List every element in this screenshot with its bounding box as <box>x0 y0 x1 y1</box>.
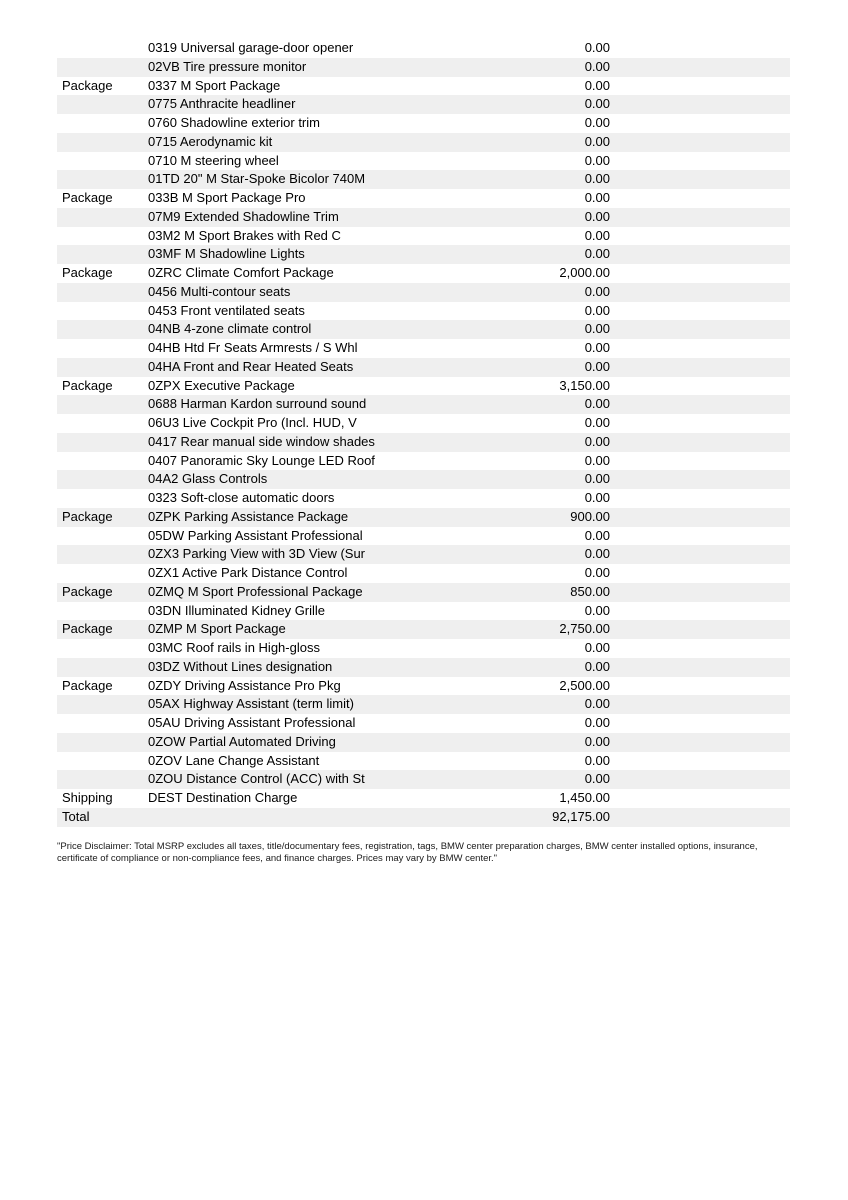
table-row <box>57 114 790 133</box>
item-cell: 0ZOU Distance Control (ACC) with St <box>148 771 365 787</box>
category-cell: Shipping <box>62 790 113 805</box>
item-cell: 05AU Driving Assistant Professional <box>148 715 356 730</box>
price-cell: 900.00 <box>570 508 610 524</box>
price-cell: 1,450.00 <box>559 790 610 805</box>
item-cell: 02VB Tire pressure monitor <box>148 58 307 74</box>
table-row <box>57 245 790 264</box>
price-cell: 0.00 <box>584 733 610 749</box>
price-cell: 0.00 <box>584 433 610 449</box>
price-cell: 0.00 <box>584 546 610 562</box>
item-cell: 0710 M steering wheel <box>148 152 279 168</box>
category-cell: Package <box>62 583 113 599</box>
table-row <box>57 527 790 546</box>
item-cell: 0ZMQ M Sport Professional Package <box>148 583 363 599</box>
table-row <box>57 433 790 452</box>
item-cell: 0688 Harman Kardon surround sound <box>148 396 367 412</box>
table-row <box>57 358 790 377</box>
item-cell: 0775 Anthracite headliner <box>148 96 296 112</box>
table-row <box>57 414 790 433</box>
item-cell: 03DN Illuminated Kidney Grille <box>148 602 326 618</box>
item-cell: 03MF M Shadowline Lights <box>148 246 305 262</box>
table-row <box>57 639 790 658</box>
item-cell: 0ZX1 Active Park Distance Control <box>148 565 348 580</box>
price-cell: 0.00 <box>584 490 610 505</box>
price-cell: 0.00 <box>584 696 610 712</box>
item-cell: 0453 Front ventilated seats <box>148 302 305 318</box>
item-cell: 04HA Front and Rear Heated Seats <box>148 358 354 374</box>
item-cell: 07M9 Extended Shadowline Trim <box>148 208 339 224</box>
table-row <box>57 770 790 789</box>
table-row <box>57 658 790 677</box>
item-cell: 0ZPK Parking Assistance Package <box>148 508 349 524</box>
table-row <box>57 752 790 771</box>
table-row <box>57 452 790 471</box>
item-cell: 05DW Parking Assistant Professional <box>148 527 363 543</box>
table-row <box>57 620 790 639</box>
item-cell: 03MC Roof rails in High-gloss <box>148 640 320 655</box>
price-cell: 0.00 <box>584 640 610 655</box>
item-cell: 0323 Soft-close automatic doors <box>148 490 335 505</box>
price-cell: 0.00 <box>584 358 610 374</box>
table-row <box>57 152 790 171</box>
item-cell: 0417 Rear manual side window shades <box>148 433 375 449</box>
table-row <box>57 264 790 283</box>
price-cell: 2,500.00 <box>559 677 610 693</box>
price-cell: 0.00 <box>584 96 610 112</box>
item-cell: 05AX Highway Assistant (term limit) <box>148 696 354 712</box>
table-row <box>57 58 790 77</box>
price-cell: 0.00 <box>584 658 610 674</box>
table-row <box>57 170 790 189</box>
table-row <box>57 714 790 733</box>
item-cell: 01TD 20" M Star-Spoke Bicolor 740M <box>148 171 366 187</box>
table-row <box>57 583 790 602</box>
price-cell: 2,750.00 <box>559 621 610 637</box>
price-cell: 0.00 <box>584 302 610 318</box>
category-cell: Package <box>62 77 113 93</box>
item-cell: 0456 Multi-contour seats <box>148 283 291 299</box>
price-cell: 0.00 <box>584 152 610 168</box>
item-cell: 0ZDY Driving Assistance Pro Pkg <box>148 677 341 693</box>
table-row <box>57 789 790 808</box>
item-cell: 0ZMP M Sport Package <box>148 621 286 637</box>
price-disclaimer: "Price Disclaimer: Total MSRP excludes all taxes, title/documentary fees, registration, tags, BMW center preparation charges, BMW center installed options, insurance, certificate of compliance or non-compliance fees, and finance charges. Prices may vary by BMW center." <box>57 840 758 865</box>
category-cell: Package <box>62 190 113 205</box>
table-row <box>57 77 790 96</box>
price-cell: 0.00 <box>584 115 610 130</box>
item-cell: 0ZOV Lane Change Assistant <box>148 752 320 768</box>
category-cell: Total <box>62 808 90 824</box>
table-row <box>57 283 790 302</box>
table-row <box>57 39 790 58</box>
table-row <box>57 133 790 152</box>
item-cell: 04A2 Glass Controls <box>148 471 268 487</box>
price-cell: 0.00 <box>584 77 610 93</box>
item-cell: 0407 Panoramic Sky Lounge LED Roof <box>148 452 375 468</box>
table-row <box>57 545 790 564</box>
price-cell: 0.00 <box>584 246 610 262</box>
category-cell: Package <box>62 265 113 280</box>
price-cell: 0.00 <box>584 602 610 618</box>
price-cell: 0.00 <box>584 171 610 187</box>
item-cell: 0319 Universal garage-door opener <box>148 40 354 55</box>
price-cell: 0.00 <box>584 715 610 730</box>
table-row <box>57 227 790 246</box>
price-cell: 0.00 <box>584 40 610 55</box>
table-row <box>57 602 790 621</box>
price-cell: 0.00 <box>584 565 610 580</box>
table-row <box>57 489 790 508</box>
price-cell: 2,000.00 <box>559 265 610 280</box>
table-row <box>57 395 790 414</box>
category-cell: Package <box>62 677 113 693</box>
item-cell: 04NB 4-zone climate control <box>148 321 312 337</box>
price-cell: 0.00 <box>584 321 610 337</box>
table-row <box>57 189 790 208</box>
price-cell: 0.00 <box>584 396 610 412</box>
item-cell: 0337 M Sport Package <box>148 77 281 93</box>
price-cell: 850.00 <box>570 583 610 599</box>
item-cell: 0715 Aerodynamic kit <box>148 133 273 149</box>
price-cell: 0.00 <box>584 752 610 768</box>
price-cell: 0.00 <box>584 133 610 149</box>
table-row <box>57 695 790 714</box>
table-row <box>57 564 790 583</box>
table-row <box>57 339 790 358</box>
price-cell: 92,175.00 <box>552 808 610 824</box>
category-cell: Package <box>62 508 113 524</box>
item-cell: 03M2 M Sport Brakes with Red C <box>148 227 341 243</box>
price-cell: 0.00 <box>584 527 610 543</box>
price-cell: 0.00 <box>584 283 610 299</box>
category-cell: Package <box>62 377 113 393</box>
item-cell: 0ZOW Partial Automated Driving <box>148 733 336 749</box>
item-cell: DEST Destination Charge <box>148 790 298 805</box>
table-row <box>57 508 790 527</box>
table-row <box>57 733 790 752</box>
price-cell: 0.00 <box>584 452 610 468</box>
item-cell: 04HB Htd Fr Seats Armrests / S Whl <box>148 340 358 355</box>
item-cell: 0ZPX Executive Package <box>148 377 295 393</box>
item-cell: 03DZ Without Lines designation <box>148 658 333 674</box>
item-cell: 0760 Shadowline exterior trim <box>148 115 320 130</box>
price-cell: 0.00 <box>584 58 610 74</box>
table-row <box>57 677 790 696</box>
item-cell: 033B M Sport Package Pro <box>148 190 306 205</box>
table-row <box>57 808 790 827</box>
table-row <box>57 377 790 396</box>
table-row <box>57 95 790 114</box>
table-row <box>57 470 790 489</box>
price-cell: 0.00 <box>584 190 610 205</box>
price-cell: 0.00 <box>584 771 610 787</box>
price-cell: 3,150.00 <box>559 377 610 393</box>
item-cell: 0ZRC Climate Comfort Package <box>148 265 334 280</box>
table-row <box>57 208 790 227</box>
price-cell: 0.00 <box>584 415 610 430</box>
price-cell: 0.00 <box>584 340 610 355</box>
price-cell: 0.00 <box>584 208 610 224</box>
table-row <box>57 320 790 339</box>
table-row <box>57 302 790 321</box>
item-cell: 06U3 Live Cockpit Pro (Incl. HUD, V <box>148 415 357 430</box>
item-cell: 0ZX3 Parking View with 3D View (Sur <box>148 546 366 562</box>
options-price-table <box>57 39 790 827</box>
price-cell: 0.00 <box>584 471 610 487</box>
price-cell: 0.00 <box>584 227 610 243</box>
category-cell: Package <box>62 621 113 637</box>
